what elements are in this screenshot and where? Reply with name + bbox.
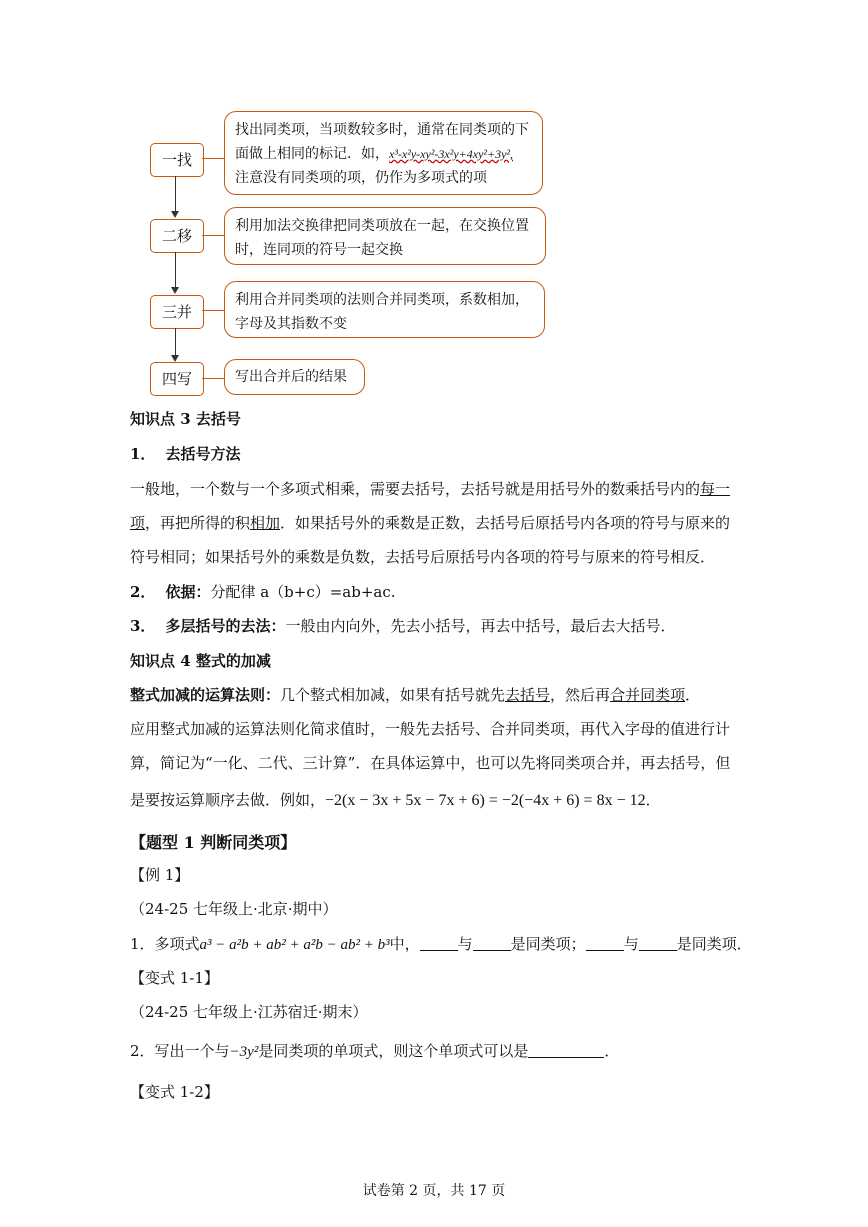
flow-arrow-head (171, 355, 179, 362)
flow-connector (202, 158, 224, 159)
flow-desc-write (224, 359, 365, 395)
flow-desc-line: 时，连同项的符号一起交换 (235, 242, 403, 258)
flow-desc-line: 写出合并后的结果 (235, 369, 347, 385)
kp4-paragraph-line: 是要按运算顺序去做．例如，−2(x − 3x + 5x − 7x + 6) = −2(−4x + 6) = 8x − 12． (130, 791, 661, 809)
page-footer: 试卷第 2 页，共 17 页 (362, 1183, 506, 1199)
flow-step-write: 四写 (150, 362, 204, 396)
flow-arrow (175, 328, 176, 357)
flow-desc-merge (224, 281, 545, 338)
answer-blank[interactable] (420, 935, 458, 951)
flow-desc-line: 面做上相同的标记．如，x³-x²y-xy²-3x²y+4xy²+3y², (235, 146, 514, 162)
answer-blank[interactable] (528, 1042, 604, 1058)
variant-tag: 【变式 1-2】 (130, 1083, 219, 1101)
question-source: （24-25 七年级上·北京·期中） (130, 900, 338, 918)
flow-desc-move (224, 207, 546, 265)
answer-blank[interactable] (586, 935, 624, 951)
question-1: 1．多项式a³ − a²b + ab² + a²b − ab² + b³中， 与 是同类项； 与 是同类项． (130, 935, 752, 953)
question-source: （24-25 七年级上·江苏宿迁·期末） (130, 1003, 368, 1021)
kp3-item2: 2． 依据：分配律 a（b+c）=ab+ac. (130, 583, 396, 601)
variant-tag: 【变式 1-1】 (130, 969, 219, 987)
question-expression: −3y² (229, 1044, 259, 1060)
example-tag: 【例 1】 (130, 866, 190, 884)
flow-connector (202, 310, 224, 311)
question-type-heading: 【题型 1 判断同类项】 (130, 833, 297, 852)
kp4-paragraph-line: 应用整式加减的运算法则化简求值时，一般先去括号、合并同类项，再代入字母的值进行计 (130, 720, 731, 738)
kp3-item1-heading: 1． 去括号方法 (130, 445, 241, 463)
flow-desc-line: 找出同类项，当项数较多时，通常在同类项的下 (235, 122, 529, 138)
flow-desc-line: 利用合并同类项的法则合并同类项，系数相加， (235, 292, 529, 308)
flow-connector (202, 235, 224, 236)
kp3-item3: 3． 多层括号的去法：一般由内向外，先去小括号，再去中括号，最后去大括号． (130, 617, 676, 635)
example-equation: −2(x − 3x + 5x − 7x + 6) = −2(−4x + 6) = 8x − 12 (325, 792, 646, 809)
kp4-rule: 整式加减的运算法则：几个整式相加减，如果有括号就先去括号，然后再合并同类项． (130, 686, 701, 704)
kp3-paragraph-line: 符号相同；如果括号外的乘数是负数，去括号后原括号内各项的符号与原来的符号相反． (130, 548, 716, 566)
flow-arrow (175, 176, 176, 213)
flow-arrow-head (171, 211, 179, 218)
flow-connector (202, 378, 224, 379)
example-expression: x³-x²y-xy²-3x²y+4xy²+3y², (389, 147, 514, 161)
section-heading-kp4: 知识点 4 整式的加减 (130, 652, 271, 670)
flow-arrow (175, 252, 176, 289)
flow-step-find: 一找 (150, 143, 204, 177)
answer-blank[interactable] (639, 935, 677, 951)
flow-desc-find (224, 111, 543, 195)
answer-blank[interactable] (473, 935, 511, 951)
flow-desc-line: 注意没有同类项的项，仍作为多项式的项 (235, 170, 487, 186)
flow-step-merge: 三并 (150, 295, 204, 329)
flow-step-move: 二移 (150, 219, 204, 253)
kp3-paragraph-line: 项，再把所得的积相加．如果括号外的乘数是正数，去括号后原括号内各项的符号与原来的 (130, 514, 731, 532)
question-expression: a³ − a²b + ab² + a²b − ab² + b³ (199, 937, 390, 953)
flow-desc-line: 字母及其指数不变 (235, 316, 347, 332)
question-2: 2．写出一个与−3y²是同类项的单项式，则这个单项式可以是 ． (130, 1042, 620, 1060)
section-heading-kp3: 知识点 3 去括号 (130, 410, 241, 428)
kp4-paragraph-line: 算，简记为“一化、二代、三计算”．在具体运算中，也可以先将同类项合并，再去括号，但 (130, 754, 731, 772)
flow-desc-line: 利用加法交换律把同类项放在一起，在交换位置 (235, 218, 529, 234)
kp3-paragraph-line: 一般地，一个数与一个多项式相乘，需要去括号，去括号就是用括号外的数乘括号内的每一 (130, 480, 731, 498)
flow-arrow-head (171, 287, 179, 294)
